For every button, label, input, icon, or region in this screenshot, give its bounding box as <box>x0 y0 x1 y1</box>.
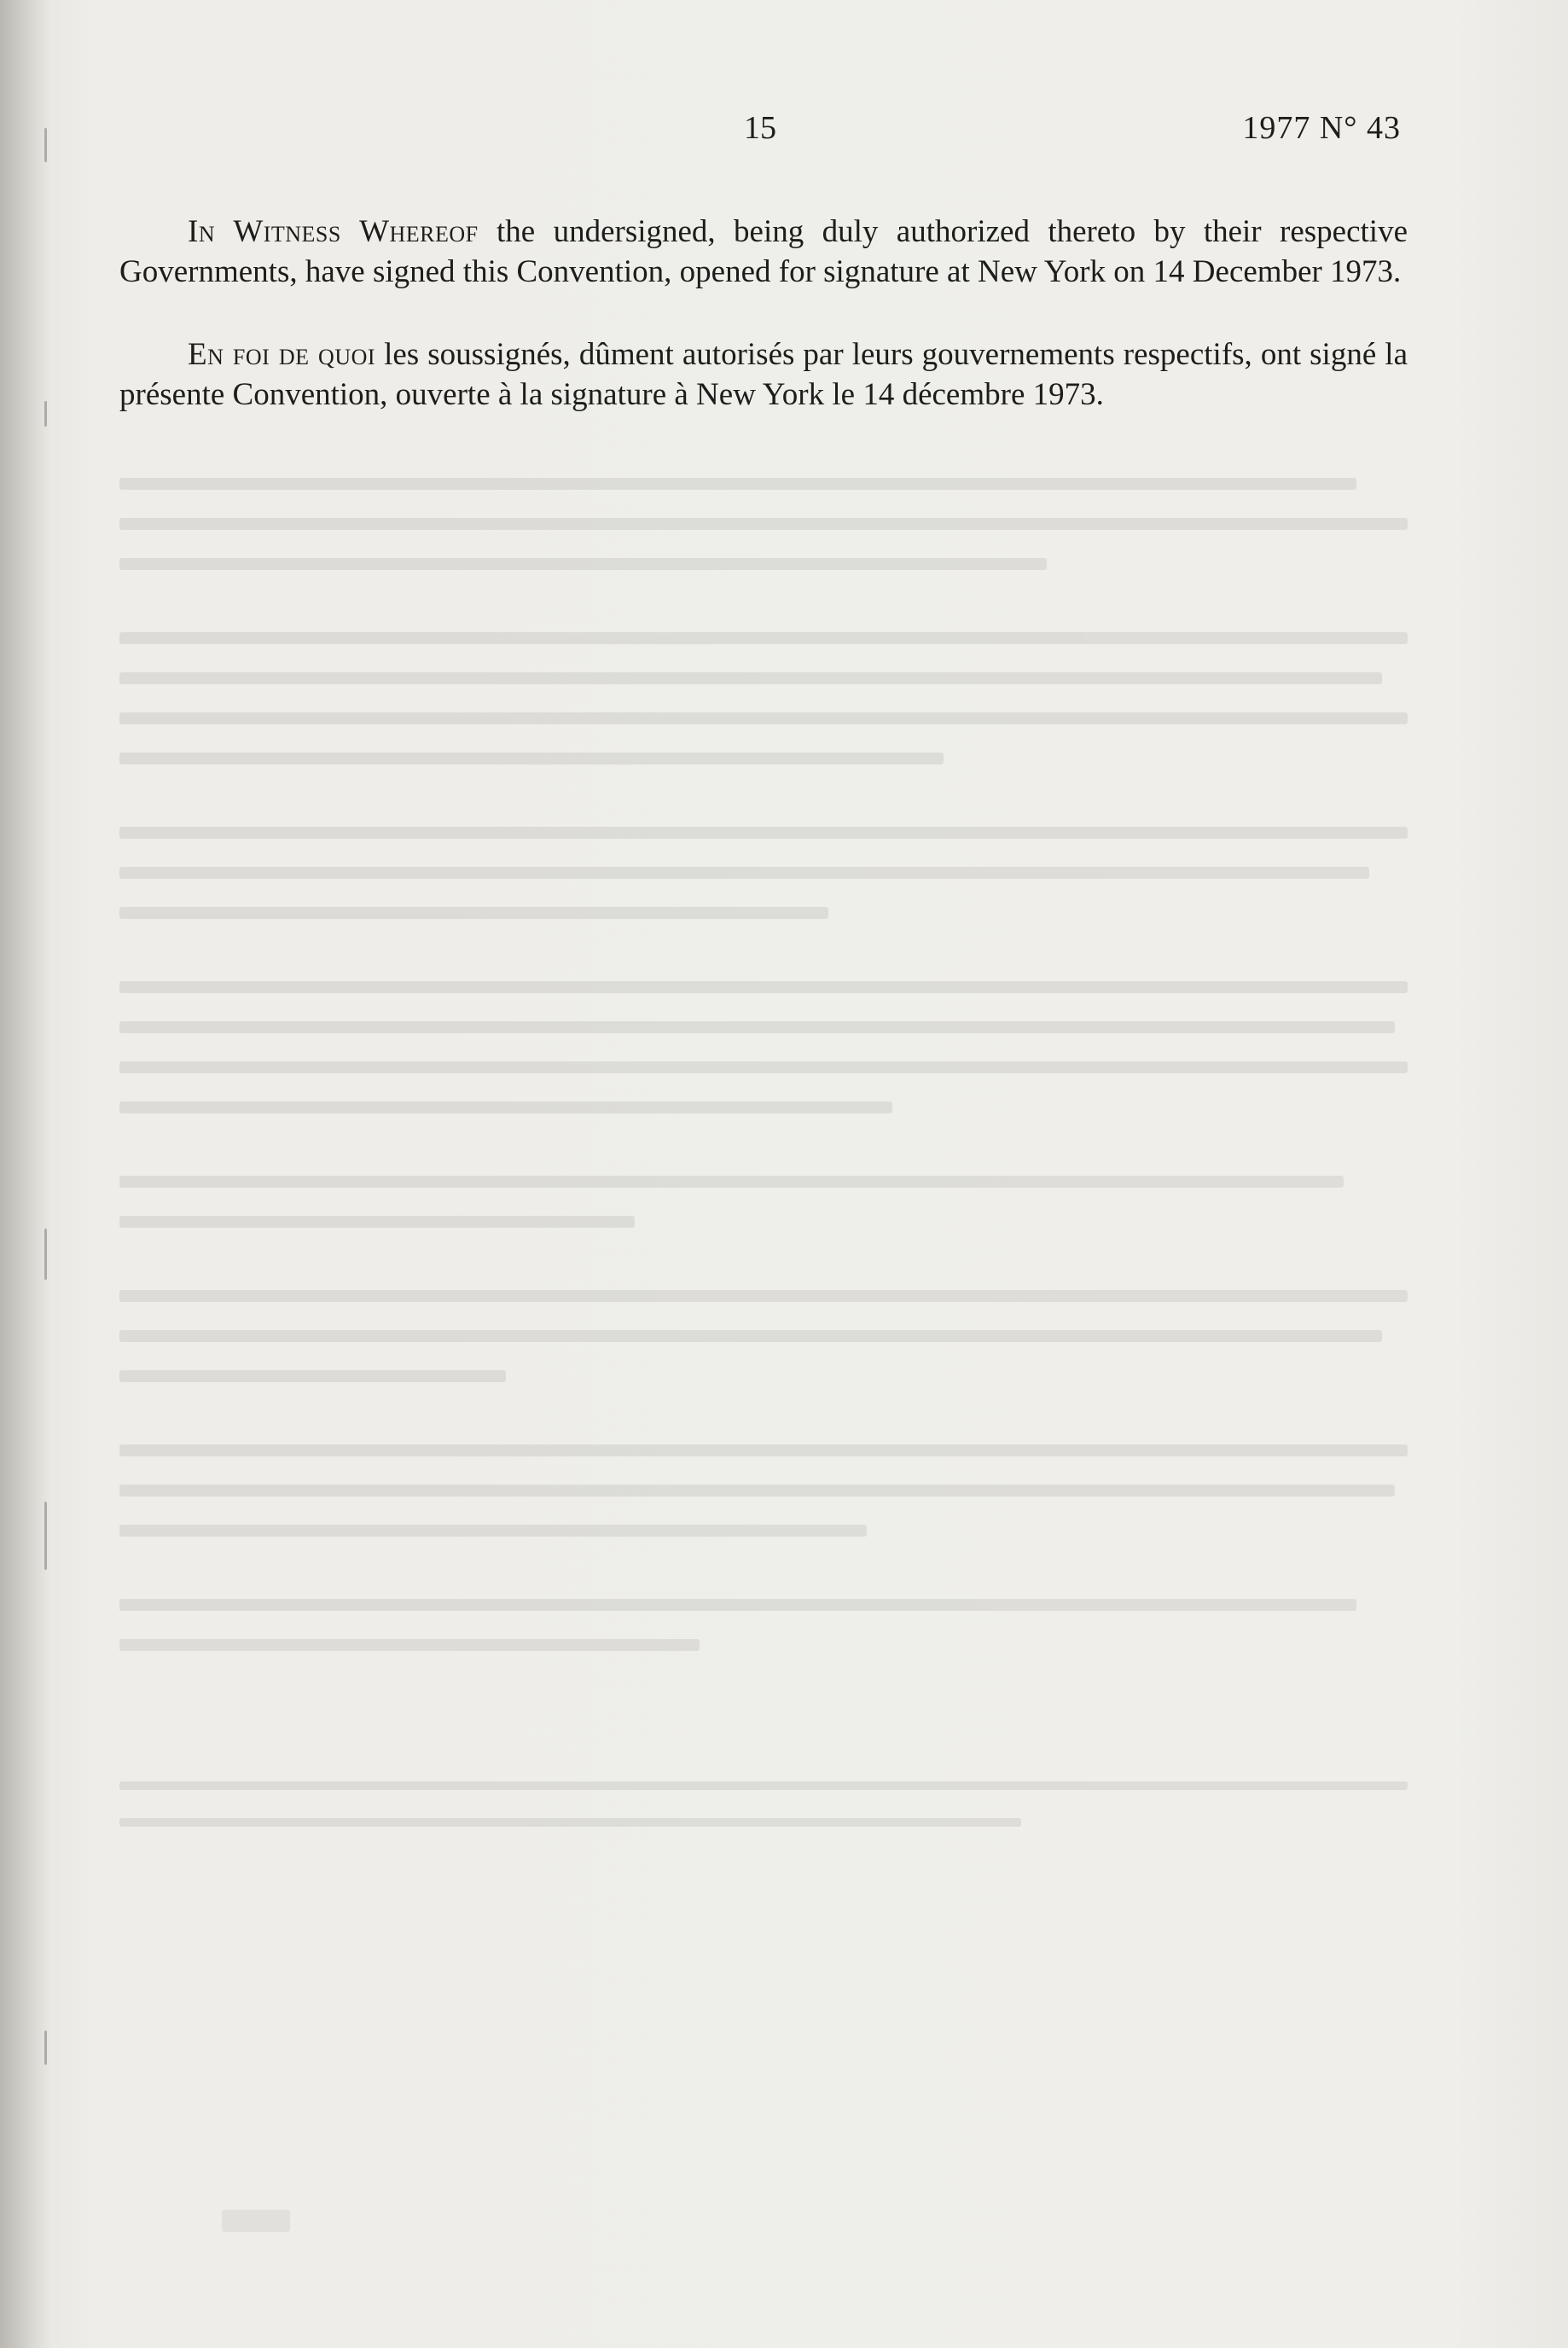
reverse-page-number-show-through <box>222 2210 290 2232</box>
english-witness-clause <box>119 212 1408 292</box>
margin-mark <box>44 401 47 427</box>
page-number: 15 <box>744 110 776 146</box>
binding-shadow <box>0 0 51 2348</box>
page-header <box>0 109 1568 160</box>
margin-mark <box>44 1229 47 1280</box>
document-reference: 1977 N° 43 <box>1242 110 1401 146</box>
document-body <box>119 212 1408 457</box>
witness-clause-lead: En foi de quoi <box>188 337 376 372</box>
margin-mark <box>44 2031 47 2065</box>
reverse-page-show-through <box>119 478 1408 2099</box>
witness-clause-lead: In Witness Whereof <box>188 214 479 249</box>
witness-clause-text: the undersigned, being duly authorized thereto by their respective Governments, have signed this Convention, opened for signature at New York on 14 December 1973. <box>119 214 1408 289</box>
witness-clause-text: les soussignés, dûment autorisés par leurs gouvernements respectifs, ont signé la présente Convention, ouverte à la signature à New York le 14 décembre 1973. <box>119 337 1408 412</box>
french-witness-clause <box>119 334 1408 415</box>
margin-mark <box>44 1502 47 1570</box>
